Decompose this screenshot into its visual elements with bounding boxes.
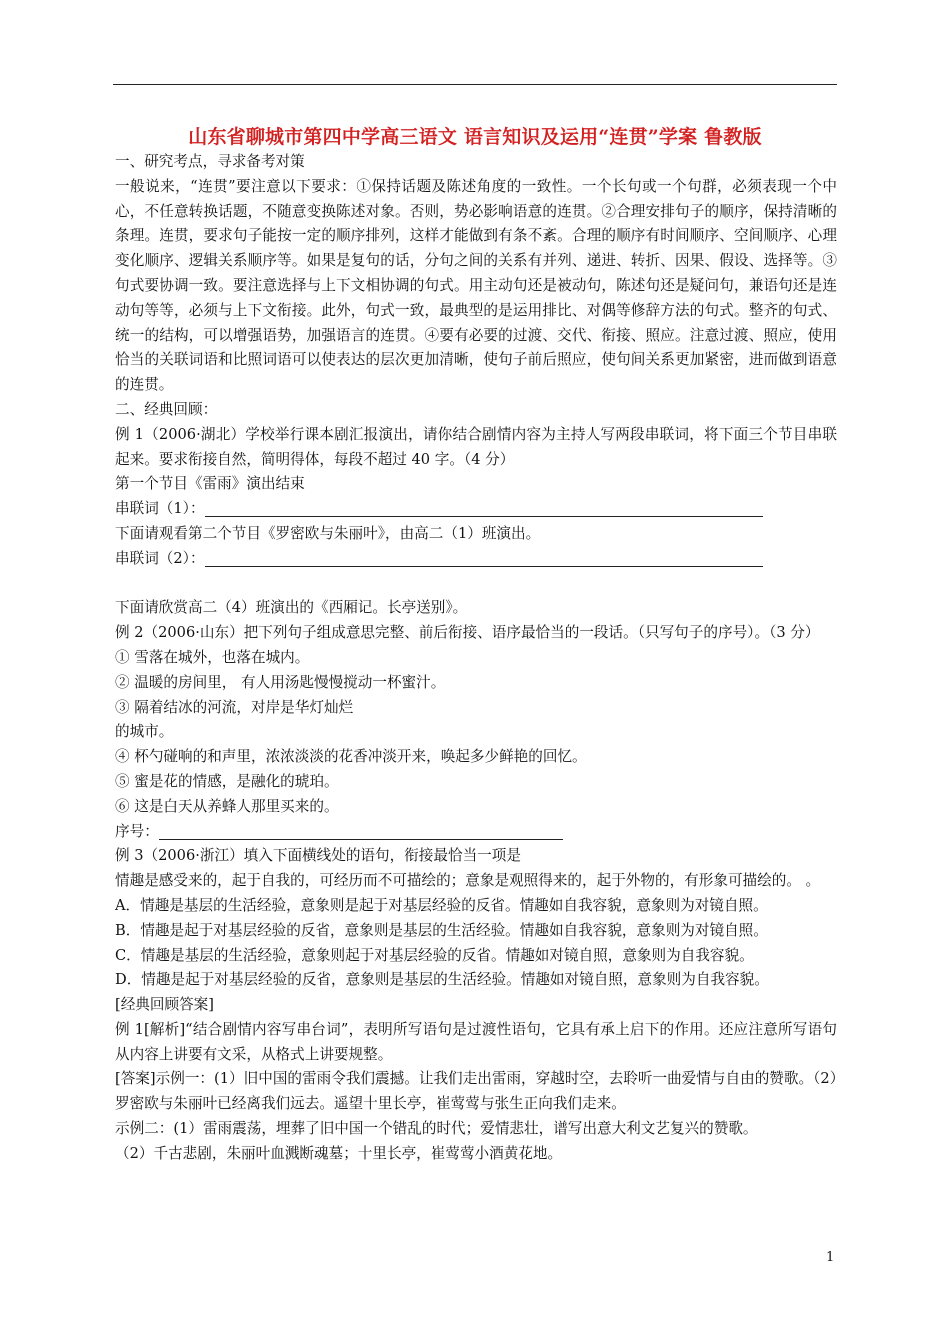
- answers-heading: [经典回顾答案]: [115, 996, 214, 1014]
- spacer: [115, 572, 837, 597]
- sample-answer-2-line1: 示例二：(1）雷雨震荡，埋葬了旧中国一个错乱的时代；爱情悲壮，谱写出意大利文艺复兴的赞歌。: [115, 1120, 758, 1138]
- example1-blank2-label: 串联词（2）：: [115, 549, 205, 567]
- example3-prompt: 例 3（2006·浙江）填入下面横线处的语句，衔接最恰当一项是: [115, 847, 521, 865]
- example1-line3: 下面请欣赏高二（4）班演出的《西厢记。长亭送别》。: [115, 599, 468, 617]
- page-number: 1: [826, 1250, 835, 1265]
- example3-option-d: D．情趣是起于对基层经验的反省，意象则是基层的生活经验。情趣如对镜自照，意象则为自我容貌。: [115, 971, 769, 989]
- sample-answer-1: [答案]示例一：(1）旧中国的雷雨令我们震撼。让我们走出雷雨，穿越时空，去聆听一曲爱情与自由的赞歌。（2）罗密欧与朱丽叶已经离我们远去。遥望十里长亭，崔莺莺与张生正向我们走来。: [115, 1070, 837, 1113]
- example2-answer-label: 序号：: [115, 822, 159, 840]
- example3-option-a: A．情趣是基层的生活经验，意象则是起于对基层经验的反省。情趣如自我容貌，意象则为对镜自照。: [115, 896, 768, 914]
- example2-answer-row: [115, 820, 837, 845]
- example1-blank1-label: 串联词（1）：: [115, 500, 205, 518]
- answer-blank-2[interactable]: [205, 550, 763, 567]
- example3-stem: 情趣是感受来的，起于自我的，可经历而不可描绘的；意象是观照得来的，起于外物的，有形象可描绘的。 。: [115, 872, 821, 890]
- answer-blank-3[interactable]: [159, 823, 563, 840]
- example2-item: ① 雪落在城外，也落在城内。: [115, 648, 310, 666]
- example1-blank2-row: [115, 547, 837, 572]
- example1-blank1-row: [115, 497, 837, 522]
- document-body: [115, 150, 837, 1167]
- sample-answer-2-line2: （2）千古悲剧，朱丽叶血溅断魂墓；十里长亭，崔莺莺小酒黄花地。: [115, 1144, 563, 1162]
- example3-option-c: C．情趣是基层的生活经验，意象则起于对基层经验的反省。情趣如对镜自照，意象则为自我容貌。: [115, 946, 754, 964]
- example1-line2: 下面请观看第二个节目《罗密欧与朱丽叶》，由高二（1）班演出。: [115, 524, 541, 542]
- example2-item: ⑤ 蜜是花的情感，是融化的琥珀。: [115, 772, 339, 790]
- example1-line1: 第一个节目《雷雨》演出结束: [115, 475, 305, 493]
- example1-prompt: 例 1（2006·湖北）学校举行课本剧汇报演出，请你结合剧情内容为主持人写两段串联词，将下面三个节目串联起来。要求衔接自然，简明得体，每段不超过 40 字。（4 分）: [115, 425, 837, 468]
- answer-blank-1[interactable]: [205, 500, 763, 517]
- example3-option-b: B．情趣是起于对基层经验的反省，意象则是基层的生活经验。情趣如自我容貌，意象则为对镜自照。: [115, 921, 768, 939]
- example1-analysis: 例 1[解析]“结合剧情内容写串台词”，表明所写语句是过渡性语句，它具有承上启下的作用。还应注意所写语句从内容上讲要有文采，从格式上讲要规整。: [115, 1020, 837, 1063]
- example2-item: ② 温暖的房间里， 有人用汤匙慢慢搅动一杯蜜汁。: [115, 673, 446, 691]
- section1-paragraph: 一般说来，“连贯”要注意以下要求：①保持话题及陈述角度的一致性。一个长句或一个句群，必须表现一个中心，不任意转换话题，不随意变换陈述对象。否则，势必影响语意的连贯。②合理安排句子的顺序，保持清晰的条理。连贯，要求句子能按一定的顺序排列，这样才能做到有条不紊。合理的顺序有时间顺序、空间顺序、心理变化顺序、逻辑关系顺序等。如果是复句的话，分句之间的关系有并列、递进、转折、因果、假设、选择等。③句式要协调一致。要注意选择与上下文相协调的句式。用主动句还是被动句，陈述句还是疑问句，兼语句还是连动句等等，必须与上下文衔接。此外，句式一致，最典型的是运用排比、对偶等修辞方法的句式。整齐的句式、统一的结构，可以增强语势，加强语言的连贯。④要有必要的过渡、交代、衔接、照应。注意过渡、照应，使用恰当的关联词语和比照词语可以使表达的层次更加清晰，使句子前后照应，使句间关系更加紧密，进而做到语意的连贯。: [115, 177, 837, 394]
- section1-heading: 一、研究考点，寻求备考对策: [115, 153, 305, 170]
- header-rule: [113, 84, 837, 85]
- example2-prompt: 例 2（2006·山东）把下列句子组成意思完整、前后衔接、语序最恰当的一段话。（只写句子的序号）。（3 分）: [115, 624, 820, 642]
- section2-heading: 二、经典回顾：: [115, 400, 218, 418]
- example2-item: 的城市。: [115, 723, 174, 741]
- document-title: 山东省聊城市第四中学高三语文 语言知识及运用“连贯”学案 鲁教版: [188, 126, 762, 148]
- example2-item: ⑥ 这是白天从养蜂人那里买来的。: [115, 797, 339, 815]
- example2-item: ③ 隔着结冰的河流，对岸是华灯灿烂: [115, 698, 354, 716]
- example2-item: ④ 杯勺碰响的和声里，浓浓淡淡的花香冲淡开来，唤起多少鲜艳的回忆。: [115, 748, 587, 766]
